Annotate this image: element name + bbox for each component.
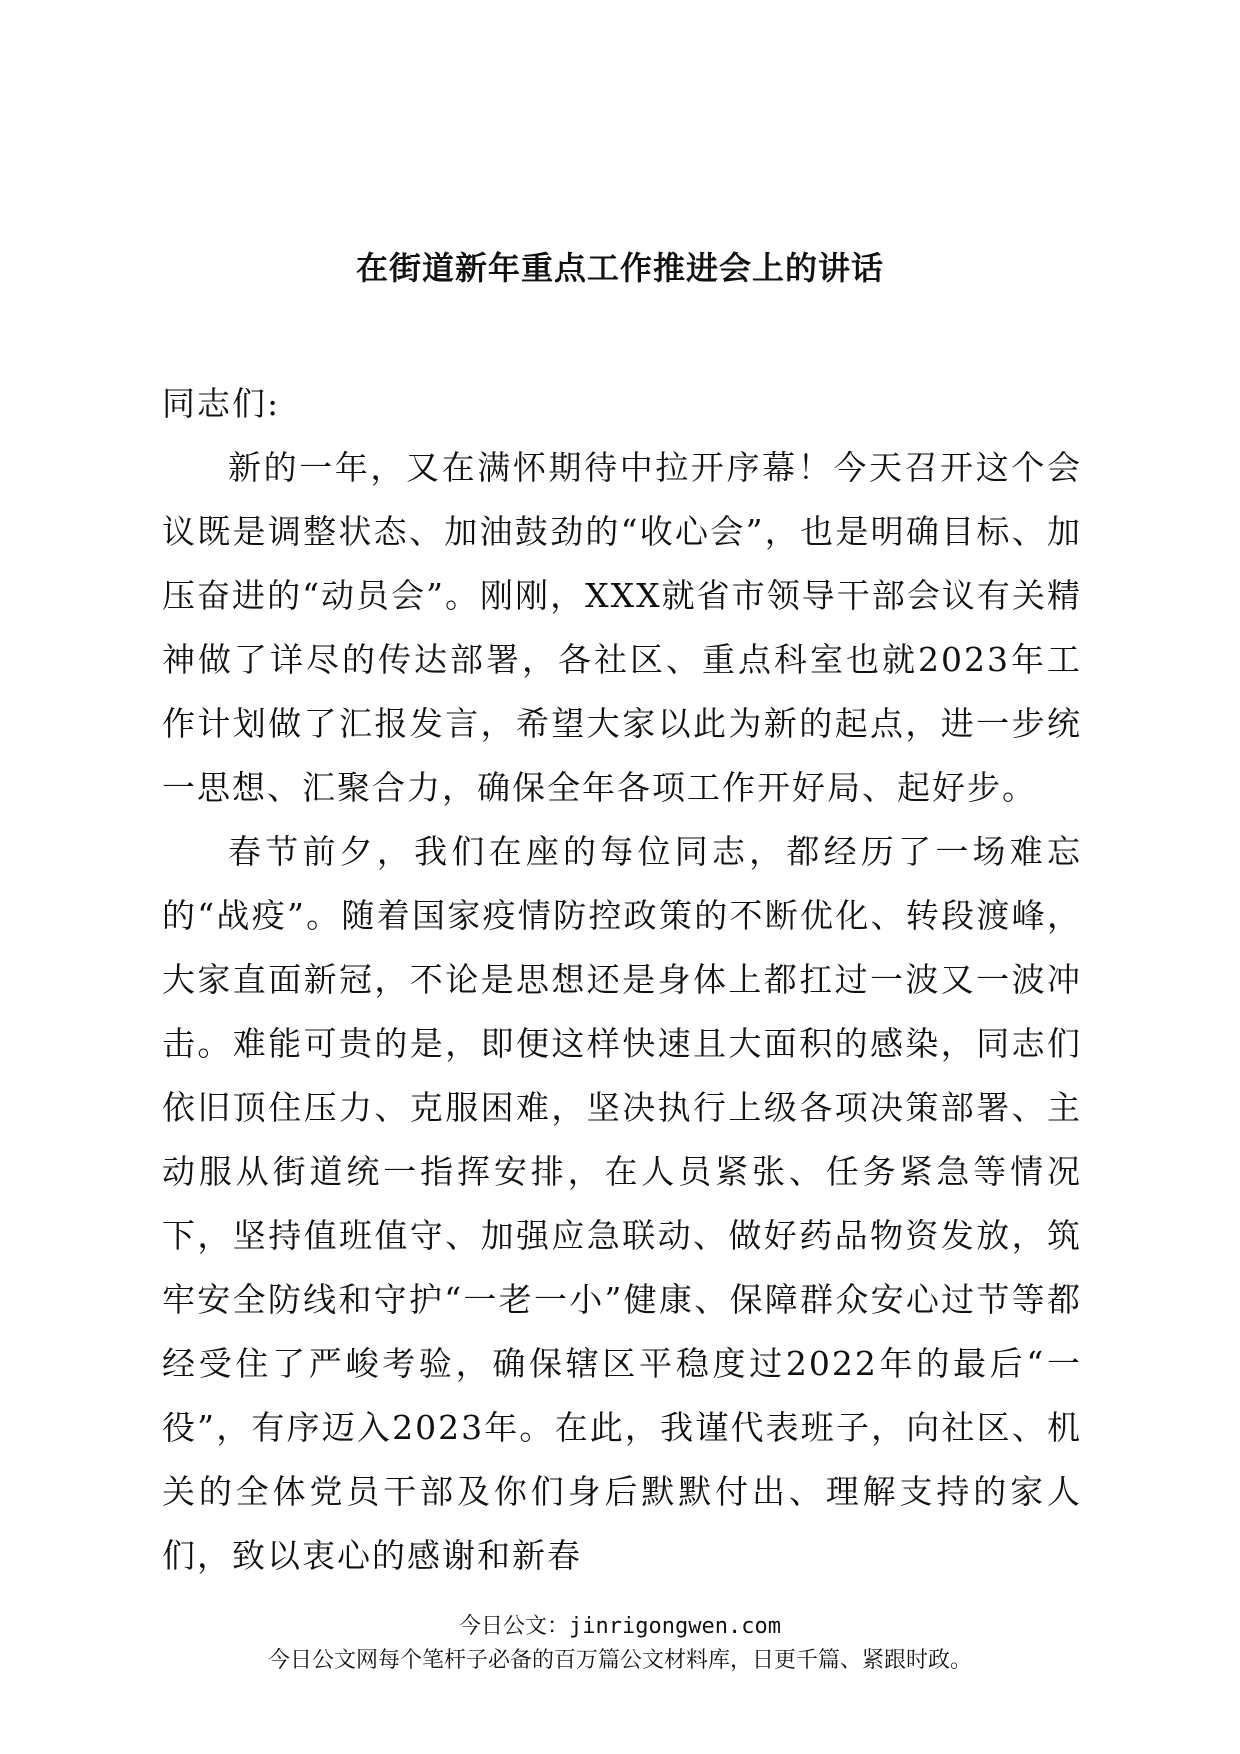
footer-site-line bbox=[0, 1612, 1240, 1642]
paragraph: 春节前夕，我们在座的每位同志，都经历了一场难忘的“战疫”。随着国家疫情防控政策的不断优化、转段渡峰，大家直面新冠，不论是思想还是身体上都扛过一波又一波冲击。难能可贵的是，即便这样快速且大面积的感染，同志们依旧顶住压力、克服困难，坚决执行上级各项决策部署、主动服从街道统一指挥安排，在人员紧张、任务紧急等情况下，坚持值班值守、加强应急联动、做好药品物资发放，筑牢安全防线和守护“一老一小”健康、保障群众安心过节等都经受住了严峻考验，确保辖区平稳度过2022年的最后“一役”，有序迈入2023年。在此，我谨代表班子，向社区、机关的全体党员干部及你们身后默默付出、理解支持的家人们，致以衷心的感谢和新春 bbox=[162, 832, 1082, 1575]
footer-site-url[interactable]: jinrigongwen.com bbox=[569, 1614, 781, 1639]
footer-site-label: 今日公文： bbox=[459, 1614, 570, 1639]
document-body bbox=[162, 372, 1082, 1588]
footer-slogan: 今日公文网每个笔杆子必备的百万篇公文材料库，日更千篇、紧跟时政。 bbox=[267, 1648, 972, 1673]
document-title: 在街道新年重点工作推进会上的讲话 bbox=[355, 249, 884, 287]
paragraph: 新的一年，又在满怀期待中拉开序幕！今天召开这个会议既是调整状态、加油鼓劲的“收心会”，也是明确目标、加压奋进的“动员会”。刚刚，XXX就省市领导干部会议有关精神做了详尽的传达部署，各社区、重点科室也就2023年工作计划做了汇报发言，希望大家以此为新的起点，进一步统一思想、汇聚合力，确保全年各项工作开好局、起好步。 bbox=[162, 448, 1082, 807]
salutation: 同志们: bbox=[162, 384, 281, 423]
